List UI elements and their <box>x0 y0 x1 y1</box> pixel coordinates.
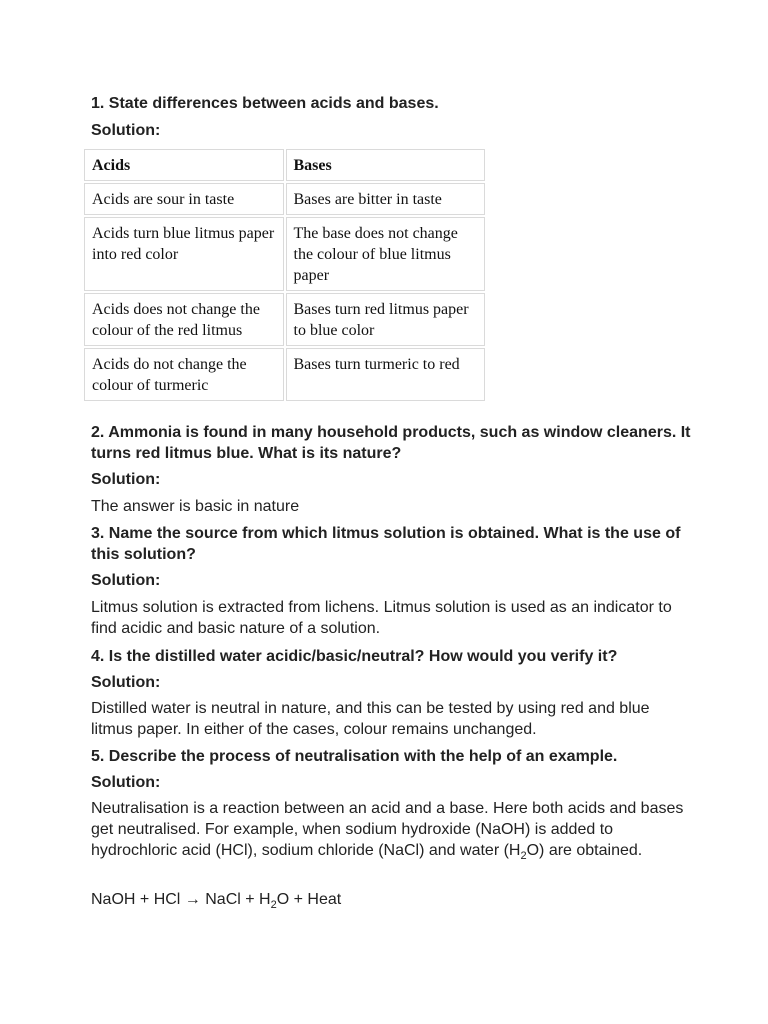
neutralisation-equation <box>91 889 691 910</box>
acids-bases-table <box>82 147 487 403</box>
solution-label-2: Solution: <box>91 471 161 488</box>
table-row <box>84 293 485 346</box>
table-cell: Acids do not change the colour of turmeric <box>84 348 284 401</box>
table-row <box>84 183 485 215</box>
answer-5-text-end: O) are obtained. <box>526 842 643 859</box>
question-3: 3. Name the source from which litmus solution is obtained. What is the use of this solution? <box>91 525 681 563</box>
equation-subscript: 2 <box>270 899 277 912</box>
answer-2: The answer is basic in nature <box>91 498 300 515</box>
table-cell: Acids does not change the colour of the red litmus <box>84 293 284 346</box>
table-cell: Bases are bitter in taste <box>286 183 486 215</box>
answer-5 <box>91 798 691 861</box>
table-cell: Bases turn red litmus paper to blue color <box>286 293 486 346</box>
solution-label-1: Solution: <box>91 122 161 139</box>
table-header-row <box>84 149 485 181</box>
table-row <box>84 348 485 401</box>
answer-4: Distilled water is neutral in nature, and this can be tested by using red and blue litmus paper. In either of the cases, colour remains unchanged. <box>91 700 650 738</box>
answer-5-subscript: 2 <box>520 850 527 863</box>
solution-label-3: Solution: <box>91 572 161 589</box>
answer-5-text: Neutralisation is a reaction between an acid and a base. Here both acids and bases get neutralised. For example, when sodium hydroxide (NaOH) is added to hydrochloric acid (HCl), sodium chloride (NaCl) and water (H <box>91 800 684 859</box>
equation-text: NaOH + HCl → NaCl + H <box>91 891 271 908</box>
answer-3: Litmus solution is extracted from lichens. Litmus solution is used as an indicator to find acidic and basic nature of a solution. <box>91 599 672 637</box>
question-2: 2. Ammonia is found in many household products, such as window cleaners. It turns red litmus blue. What is its nature? <box>91 424 691 462</box>
table-cell: Acids are sour in taste <box>84 183 284 215</box>
solution-label-4: Solution: <box>91 674 161 691</box>
table-row <box>84 217 485 291</box>
table-cell: The base does not change the colour of blue litmus paper <box>286 217 486 291</box>
solution-label-5: Solution: <box>91 774 161 791</box>
table-cell: Acids turn blue litmus paper into red color <box>84 217 284 291</box>
equation-text-end: O + Heat <box>276 891 342 908</box>
question-4: 4. Is the distilled water acidic/basic/neutral? How would you verify it? <box>91 648 618 665</box>
question-1: 1. State differences between acids and bases. <box>91 95 439 112</box>
table-header-bases: Bases <box>286 149 486 181</box>
question-5: 5. Describe the process of neutralisation with the help of an example. <box>91 748 618 765</box>
table-cell: Bases turn turmeric to red <box>286 348 486 401</box>
table-header-acids: Acids <box>84 149 284 181</box>
